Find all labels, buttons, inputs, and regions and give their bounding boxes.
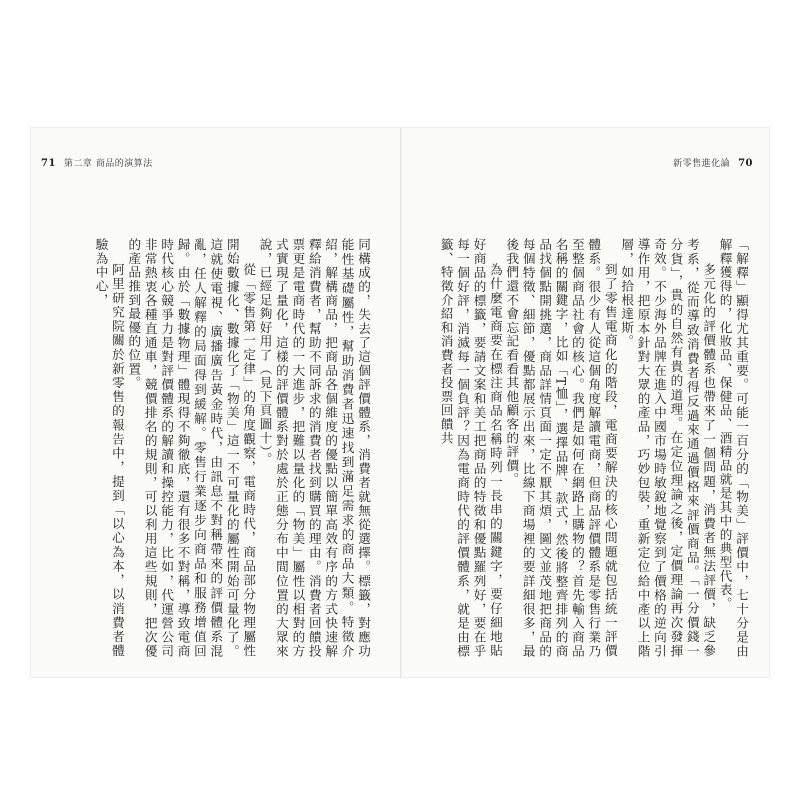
left-page-chapter-title: 第二章 商品的演算法 — [63, 159, 153, 169]
left-paragraph-1: 同構成的，失去了這個評價體系，消費者就無從選擇。標籤，對應功能性基礎屬性，幫助消費者迅速找到滿足需求的商品大類。特徵介紹，解構商品，把商品各個維度的優點以簡單高效有序的方式快速解釋給消費者，幫助不同訴求的消費者找到購買的理由。消費者回饋投票更是電商時代的一大進步，把難以量化的「物美」屬性以相對的方式實現了量化，這樣的評價體系對於處於正態分布中間位置的大眾來說，已經足夠好用了（見下頁圖十）。 — [257, 238, 371, 658]
book-spread — [30, 127, 770, 678]
left-paragraph-3: 阿里研究院關於新零售的報告中，提到「以心為本，以消費者體驗為中心， — [93, 238, 125, 658]
right-paragraph-2: 多元化的評價體系也帶來了一個問題，消費者無法評價，缺乏參考系，從而導致消費者得反過來通過價格來評價商品。「一分價錢一分貨」，貴的自然有貴的道理。在定位理論之後，定價理論再次發揮奇效。不少海外品牌在進入中國市場時敏銳地覺察到了價格的逆向引導作用，把原本針對大眾的產品，巧妙包裝，重新定位給中產以上階層，如拾根達斯。 — [619, 238, 717, 658]
right-page-number: 70 — [738, 158, 753, 169]
right-paragraph-3: 到了零售電商化的階段，電商要解決的核心問題就包括統一評價體系。很少有人從這個角度解讀電商，但商品評價體系是零售行業乃至整個商品社會的核心。我們是如何在網路上購物的？首先輸入商品名稱的關鍵字，比如「T恤」，選擇品牌、款式，然後將整齊排列的商品找個點開挑選，商品詳情頁面一定不厭其煩，圖文並茂地把商品的每個特徵、細節，優點都展示出來，比線下商場裡的要詳細很多，最後我們還不會忘記看看其他顧客的評價。 — [504, 238, 618, 658]
left-page-header — [41, 156, 153, 169]
right-page-body — [436, 238, 749, 658]
left-page-number: 71 — [41, 158, 56, 169]
book-gutter — [400, 128, 402, 677]
right-paragraph-1: 「解釋」顯得尤其重要。可能一百分的「物美」評價中，七十分是由解釋獲得的，化妝品、保健品、酒精品就是其中的典型代表。 — [717, 238, 749, 658]
right-paragraph-4: 為什麼電商要在標注商品名稱時列一長串的關鍵字，要仔細地貼好商品的標籤，要請文案和美工把商品的特徵和優點羅列好，要在乎每一個好評，消滅每一個負評？因為電商時代的評價體系，就是由標籤、特徵介紹和消費者投票回饋共 — [438, 238, 503, 658]
right-page-book-title: 新零售進化論 — [673, 159, 731, 169]
left-page-body — [53, 238, 371, 658]
right-page-header — [673, 156, 753, 169]
left-paragraph-2: 從「零售第一定律」的角度觀察，電商時代，商品部分物理屬性開始數據化、數據化了「物美」這一不可量化的屬性開始可量化了。這就使電視、廣播廣告黃金時代，由訊息不對稱帶來的評價體系混亂，任人解釋的局面得到緩解。零售行業逐步向商品和服務增值回歸。由於「數據物理」體現得不夠徹底，還有很多不對稱，導致電商時代核心競爭力是對評價體系的解讀和操控能力，比如，代運營公司非常熱衷各種直通車，競價排名的規則，可以利用這些規則，把次優的產品推到最優的位置。 — [126, 238, 257, 658]
